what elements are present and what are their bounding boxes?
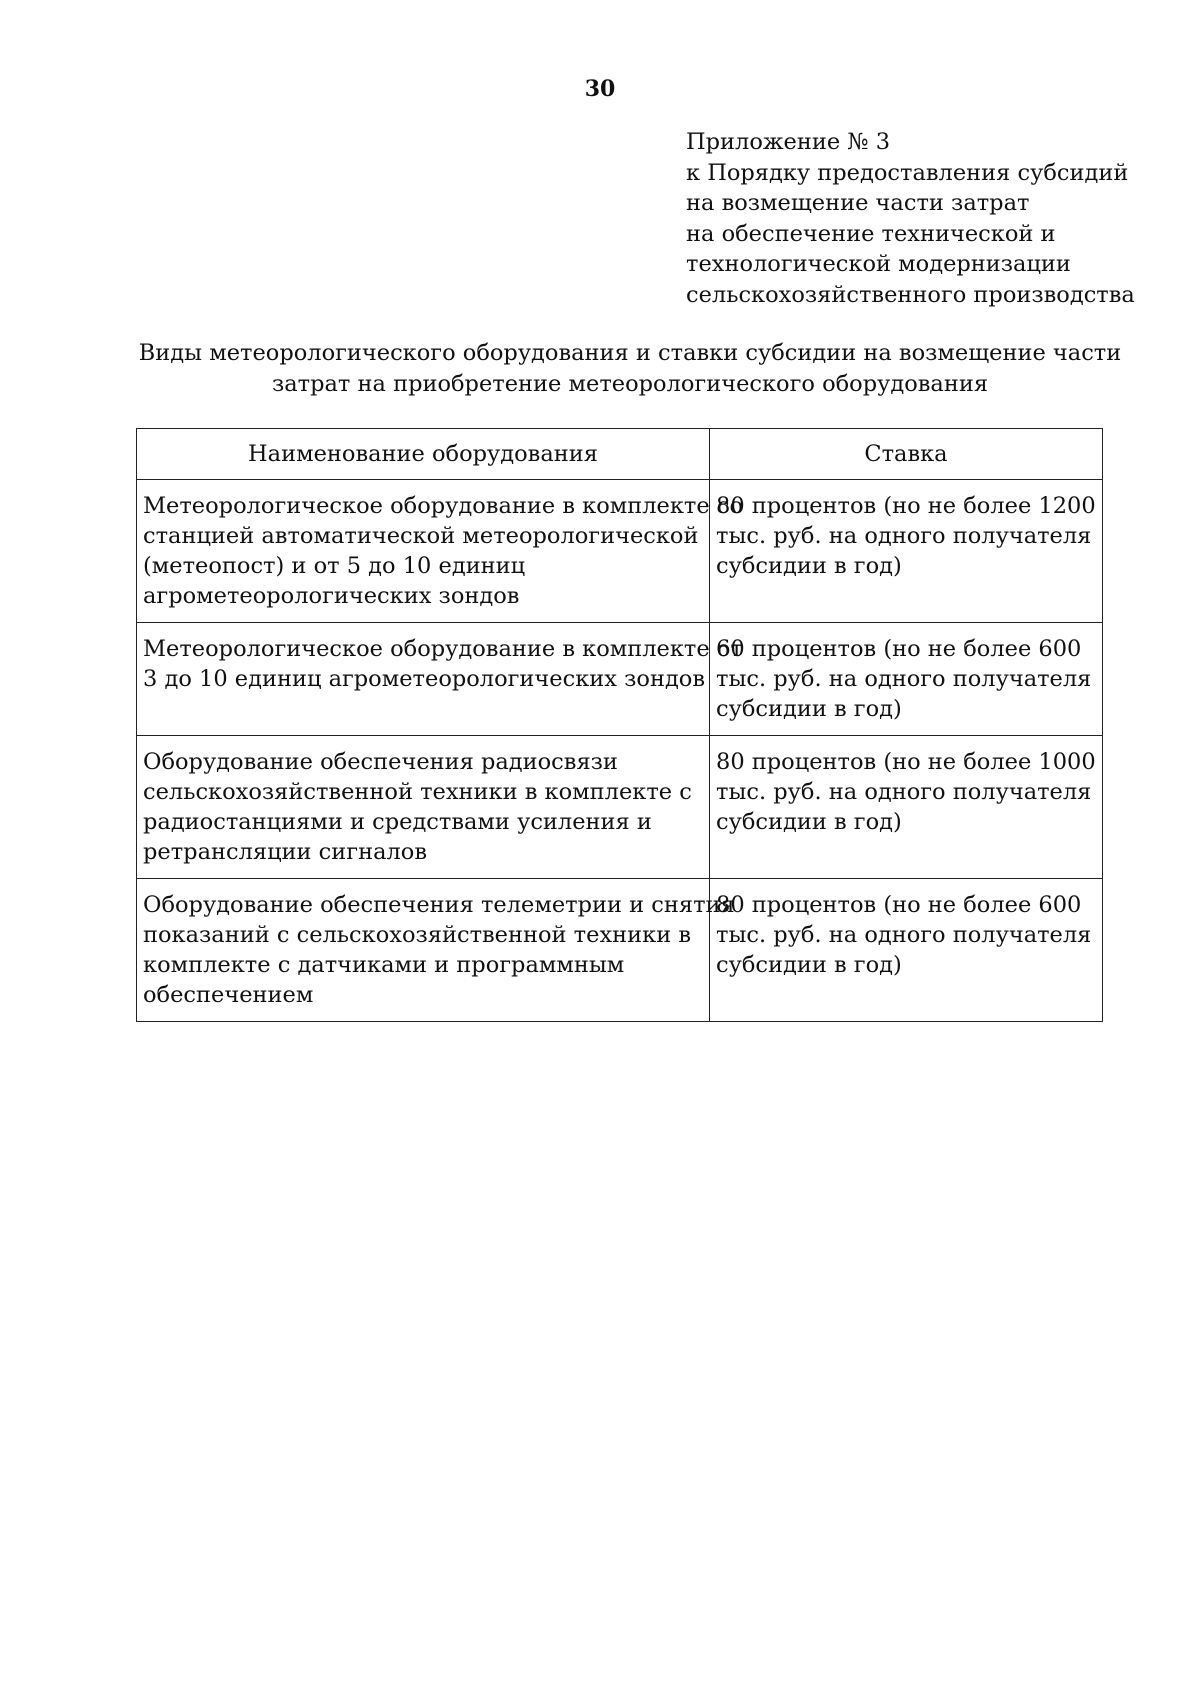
equipment-name-cell [137, 480, 743, 623]
cell-line: 3 до 10 единиц агрометеорологических зондов [143, 666, 706, 692]
equipment-name-cell [137, 623, 743, 736]
cell-line: станцией автоматической метеорологической [143, 523, 699, 549]
cell-line: Метеорологическое оборудование в комплекте от [143, 636, 743, 662]
cell-line: 80 процентов (но не более 1200 [716, 493, 1096, 519]
rate-cell [710, 879, 1103, 1022]
header-rate: Ставка [710, 429, 1103, 480]
equipment-name-cell [137, 736, 710, 879]
table-header-row [137, 429, 1103, 480]
cell-line: 60 процентов (но не более 600 [716, 636, 1082, 662]
cell-line: комплекте с датчиками и программным [143, 952, 625, 978]
document-title [100, 338, 1160, 399]
cell-line: сельскохозяйственной техники в комплекте с [143, 779, 692, 805]
cell-line: агрометеорологических зондов [143, 583, 520, 609]
rate-cell [710, 623, 1103, 736]
cell-line: показаний с сельскохозяйственной техники в [143, 922, 692, 948]
cell-line: 80 процентов (но не более 600 [716, 892, 1082, 918]
title-line: затрат на приобретение метеорологического оборудования [271, 370, 989, 397]
appendix-line: технологической модернизации [686, 251, 1071, 277]
rate-cell [710, 480, 1103, 623]
table-row [137, 736, 1103, 879]
cell-line: субсидии в год) [716, 809, 902, 835]
cell-line: Метеорологическое оборудование в комплекте со [143, 493, 743, 519]
equipment-rates-table [136, 428, 1103, 1022]
cell-line: радиостанциями и средствами усиления и [143, 809, 652, 835]
appendix-line: к Порядку предоставления субсидий [686, 159, 1129, 186]
appendix-reference [686, 127, 1186, 310]
cell-line: обеспечением [143, 982, 314, 1008]
table-row [137, 480, 1103, 623]
title-line: Виды метеорологического оборудования и ставки субсидии на возмещение части [138, 340, 1122, 366]
cell-line: субсидии в год) [716, 696, 902, 722]
header-equipment-name: Наименование оборудования [137, 429, 710, 480]
appendix-line: сельскохозяйственного производства [686, 281, 1135, 308]
appendix-line: Приложение № 3 [686, 129, 891, 155]
table-row [137, 623, 1103, 736]
cell-line: (метеопост) и от 5 до 10 единиц [143, 553, 526, 579]
cell-line: ретрансляции сигналов [143, 839, 427, 865]
appendix-line: на обеспечение технической и [686, 220, 1056, 247]
cell-line: 80 процентов (но не более 1000 [716, 749, 1096, 775]
cell-line: тыс. руб. на одного получателя [716, 523, 1092, 549]
cell-line: Оборудование обеспечения телеметрии и снятия [143, 892, 735, 918]
table-row [137, 879, 1103, 1022]
page-number: 30 [584, 76, 616, 102]
rate-cell [710, 736, 1103, 879]
cell-line: тыс. руб. на одного получателя [716, 779, 1092, 805]
cell-line: тыс. руб. на одного получателя [716, 922, 1092, 948]
cell-line: субсидии в год) [716, 952, 902, 978]
cell-line: субсидии в год) [716, 553, 902, 579]
appendix-line: на возмещение части затрат [686, 190, 1030, 216]
cell-line: тыс. руб. на одного получателя [716, 666, 1092, 692]
cell-line: Оборудование обеспечения радиосвязи [143, 749, 618, 775]
equipment-name-cell [137, 879, 735, 1022]
